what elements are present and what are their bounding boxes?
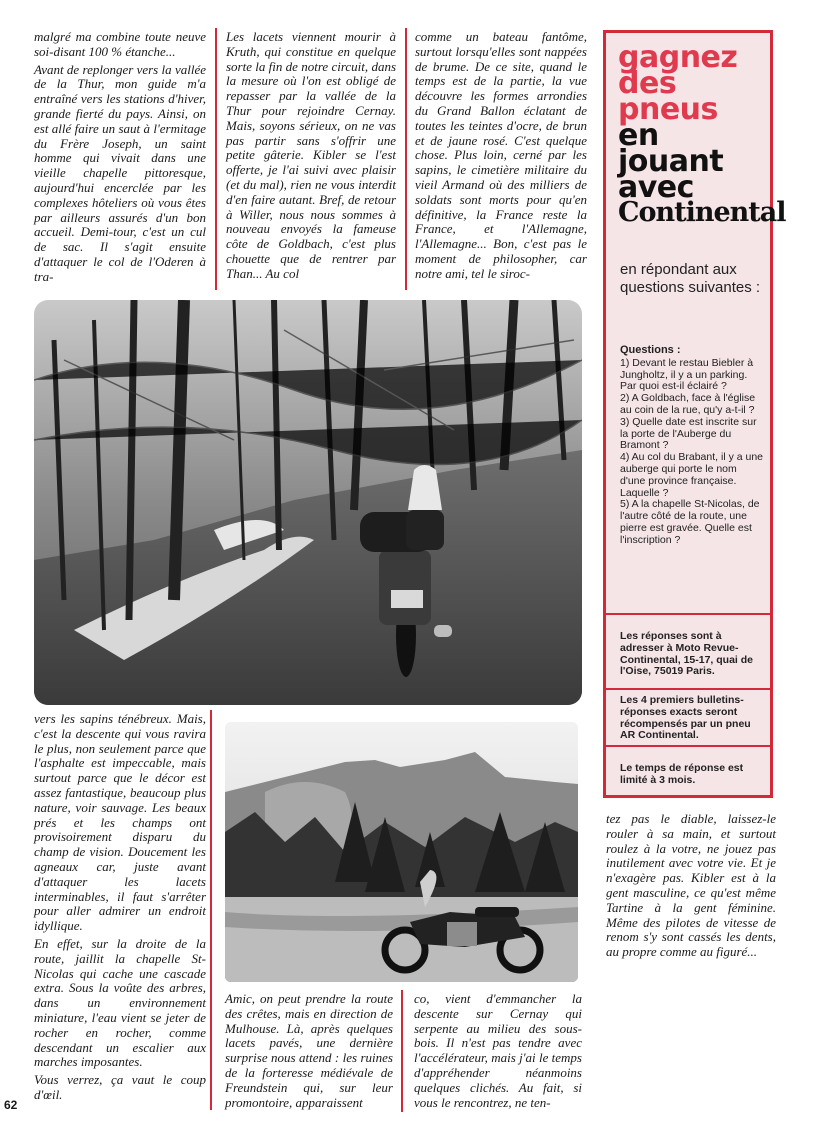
divider	[606, 688, 770, 690]
contest-address: Les réponses sont à adresser à Moto Revue-Continental, 15-17, quai de l'Oise, 75019 Paris.	[620, 630, 754, 678]
questions-list	[620, 345, 765, 547]
paragraph: Avant de replonger vers la vallée de la Thur, mon guide m'a entraîné vers les stations d'hiver, grande fierté du pays. Ainsi, on est allé faire un saut à l'ermitage du Frère Joseph, un saint homme qui vivait dans une vieille chapelle pittoresque, aujourd'hui encerclée par les complexes hôteliers où vous êtes par ailleurs assurés d'un bon accueil. Demi-tour, c'est un cul de sac. Il s'agit ensuite d'attaquer le col de l'Oderen à tra-	[34, 61, 206, 284]
question-item: 3) Quelle date est inscrite sur la porte de l'Auberge du Bramont ?	[620, 415, 757, 452]
page-number: 62	[4, 1098, 18, 1112]
column-rule	[405, 28, 407, 290]
column-rule	[401, 990, 403, 1112]
paragraph: tez pas le diable, laissez-le rouler à sa main, et surtout roulez à la votre, ne jouez pas inutilement avec votre vie. Et je n'exagère pas. Kibler est à la gent masculine, ce qu'est même Tartine à la gent féminine. Même des pilotes de vitesse de renom s'y sont cassés les dents, au propre comme au figuré...	[606, 811, 776, 960]
divider	[606, 613, 770, 615]
article-column-2	[226, 30, 396, 282]
question-item: 5) A la chapelle St-Nicolas, de l'autre côté de la route, une pierre est gravée. Quelle est l'inscription ?	[620, 498, 760, 546]
motorcycle-landscape-photo	[225, 722, 578, 982]
paragraph: comme un bateau fantôme, surtout lorsqu'elles sont nappées de brume. De ce site, quand le temps est de la partie, la vue découvre les formes arrondies du Grand Ballon éclatant de toutes les teintes d'ocre, de brun et de jaune rosé. C'est quelque chose. Plus loin, cerné par les sapins, le cimetière militaire du vieil Armand où des milliers de soldats sont morts pour qu'en définitive, la France reste la France, et l'Allemagne, l'Allemagne... Bon, c'est pas le moment de philosopher, car notre ami, tel le siroc-	[415, 29, 587, 281]
divider	[606, 745, 770, 747]
contest-headline	[618, 40, 768, 205]
question-item: 2) A Goldbach, face à l'église au coin de la rue, qu'y a-t-il ?	[620, 392, 756, 416]
article-column-1	[34, 30, 206, 285]
forest-trail-photo	[34, 300, 582, 705]
headline-word: gagnez	[618, 40, 738, 75]
paragraph: Amic, on peut prendre la route des crêtes, mais en direction de Mulhouse. Là, après quelques lacets pavés, une dernière surprise nous attend : les ruines de la forteresse médiévale de Freundstein qui, sur leur promontoire, apparaissent	[225, 991, 393, 1110]
article-column-6	[414, 992, 582, 1110]
paragraph: vers les sapins ténébreux. Mais, c'est la descente qui vous ravira le plus, non seulement parce que l'asphalte est impeccable, mais surtout parce que le décor est assez fantastique, beaucoup plus nature, voir sauvage. Les beaux prés et les champs ont provisoirement disparu du champ de vision. Doucement les agneaux car, juste avant d'attaquer les lacets interminables, il faut s'arrêter pour aller admirer un endroit idyllique.	[34, 711, 206, 934]
contest-intro: en répondant aux questions suivantes :	[620, 261, 761, 296]
paragraph: Les lacets viennent mourir à Kruth, qui constitue en quelque sorte la fin de notre circuit, dans la mesure où l'on est obligé de repasser par la vallée de la Thur pour rejoindre Cernay. Mais, soyons sérieux, on ne vas pas partir sans s'offrir une petite gâterie. Kibler se l'est offerte, je l'ai suivi avec plaisir (et du mal), rien ne vous interdit d'en faire autant. Bref, de retour à Willer, nous nous sommes à nouveau envoyés la fameuse côte de Goldbach, c'est plus chouette que de rentrer par Than... Au col	[226, 29, 396, 281]
questions-title: Questions :	[620, 344, 681, 356]
contest-prize: Les 4 premiers bulletins-réponses exacts seront récompensés par un pneu AR Continental.	[620, 694, 751, 742]
question-item: 1) Devant le restau Biebler à Jungholtz, il y a un parking. Par quoi est-il éclairé ?	[620, 356, 754, 393]
contest-sidebar	[603, 30, 786, 798]
column-rule	[215, 28, 217, 290]
headline-word: des	[618, 66, 677, 101]
paragraph: Vous verrez, ça vaut le coup d'œil.	[34, 1072, 206, 1102]
article-column-4	[34, 712, 206, 1103]
paragraph: malgré ma combine toute neuve soi-disant 100 % étanche...	[34, 29, 206, 59]
forest-photo-image	[34, 300, 582, 705]
headline-word: jouant	[618, 144, 724, 179]
column-rule	[210, 710, 212, 1110]
question-item: 4) Au col du Brabant, il y a une auberge qui porte le nom d'une province française. Laquelle ?	[620, 451, 764, 499]
paragraph: En effet, sur la droite de la route, jaillit la chapelle St-Nicolas qui cache une cascade extra. Sous la voûte des arbres, dans un environnement miniature, l'eau vient se jeter de rocher en rocher, comme descendant un escalier aux marches imposantes.	[34, 935, 206, 1070]
headline-word: pneus	[618, 92, 718, 127]
article-column-3	[415, 30, 587, 282]
headline-word: en	[618, 118, 659, 153]
landscape-photo-image	[225, 722, 578, 982]
article-column-5	[225, 992, 393, 1110]
paragraph: co, vient d'emmancher la descente sur Cernay qui serpente au milieu des sous-bois. Il n'est pas tendre avec l'accélérateur, mais j'ai le temps d'appréhender néanmoins quelques clichés. Au fait, si vous le rencontrez, ne ten-	[414, 991, 582, 1110]
contest-deadline: Le temps de réponse est limité à 3 mois.	[620, 762, 744, 786]
continental-logo: Continental	[618, 197, 786, 228]
headline-word: avec	[618, 170, 694, 205]
article-column-7	[606, 812, 776, 960]
